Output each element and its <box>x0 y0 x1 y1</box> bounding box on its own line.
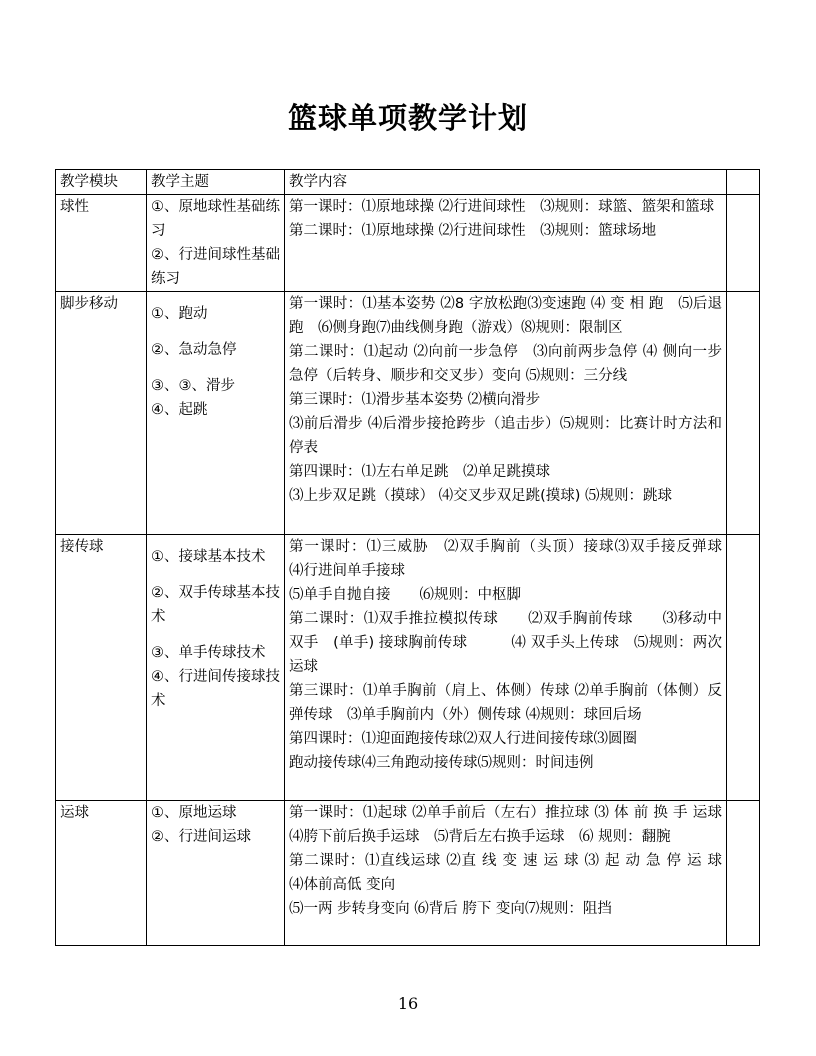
topic-item: ①、原地球性基础练习 <box>151 199 280 239</box>
page-number: 16 <box>397 994 419 1013</box>
topic-item: ④、起跳 <box>151 402 208 418</box>
empty-cell <box>727 535 760 801</box>
lesson-line: ⑸一两 步转身变向 ⑹背后 胯下 变向⑺规则：阻挡 <box>289 901 612 917</box>
topic-item: ①、原地运球 <box>151 805 237 821</box>
topic-item: ②、急动急停 <box>151 342 237 358</box>
content-cell <box>285 801 751 946</box>
lesson-line: 第四课时：⑴迎面跑接传球⑵双人行进间接传球⑶圆圈 <box>289 731 637 747</box>
lesson-line: 第四课时：⑴左右单足跳 ⑵单足跳摸球 <box>289 464 550 480</box>
table-row <box>56 801 760 946</box>
topic-item: ④、行进间传接球技术 <box>151 669 280 709</box>
lesson-line: 第三课时：⑴滑步基本姿势 ⑵横向滑步 <box>289 392 541 408</box>
topic-item: ③、单手传球技术 <box>151 645 266 661</box>
topic-cell <box>147 195 285 292</box>
lesson-line: 第三课时：⑴单手胸前（肩上、体侧）传球 ⑵单手胸前（体侧）反弹传球 ⑶单手胸前内（外）侧传球 ⑷规则：球回后场 <box>289 683 722 723</box>
lesson-line: 第二课时：⑴原地球操 ⑵行进间球性 ⑶规则：篮球场地 <box>289 223 657 239</box>
lesson-line: 第一课时：⑴三威胁 ⑵双手胸前（头顶）接球⑶双手接反弹球 ⑷行进间单手接球 <box>289 539 766 579</box>
table-header-row <box>56 170 760 195</box>
content-cell <box>285 292 727 535</box>
topic-item: ②、行进间球性基础练习 <box>151 247 280 287</box>
lesson-line: ⑶前后滑步 ⑷后滑步接抢跨步（追击步）⑸规则：比赛计时方法和停表 <box>289 416 722 456</box>
lesson-line: 第二课时：⑴双手推拉模拟传球 ⑵双手胸前传球 ⑶移动中双手 (单手) 接球胸前传球 ⑷ 双手头上传球 ⑸规则：两次运球 <box>289 611 722 675</box>
header-topic: 教学主题 <box>147 170 285 195</box>
module-cell: 运球 <box>56 801 147 946</box>
lesson-line: ⑸单手自抛自接 ⑹规则：中枢脚 <box>289 587 521 603</box>
lesson-line: 第一课时：⑴原地球操 ⑵行进间球性 ⑶规则：球篮、篮架和篮球 <box>289 199 715 215</box>
empty-cell <box>727 801 760 946</box>
page-title: 篮球单项教学计划 <box>287 101 528 135</box>
header-content: 教学内容 <box>285 170 727 195</box>
topic-item: ②、行进间运球 <box>151 829 251 845</box>
empty-cell <box>727 195 760 292</box>
table-row <box>56 195 760 292</box>
topic-item: ③、③、滑步 <box>151 378 235 394</box>
lesson-line: 跑动接传球⑷三角跑动接传球⑸规则：时间违例 <box>289 755 594 771</box>
table-row <box>56 292 760 535</box>
content-cell <box>285 535 766 801</box>
lesson-line: 第一课时：⑴基本姿势 ⑵8 字放松跑⑶变速跑 ⑷ 变 相 跑 ⑸后退跑 ⑹侧身跑⑺曲线侧身跑（游戏）⑻规则：限制区 <box>289 296 722 336</box>
lesson-line: 第二课时：⑴直线运球 ⑵直 线 变 速 运 球 ⑶ 起 动 急 停 运 球 ⑷体前高低 变向 <box>289 853 751 893</box>
teaching-plan-table <box>55 169 766 946</box>
lesson-line: 第二课时：⑴起动 ⑵向前一步急停 ⑶向前两步急停 ⑷ 侧向一步急停（后转身、顺步和交叉步）变向 ⑸规则：三分线 <box>289 344 722 384</box>
module-cell: 接传球 <box>56 535 147 801</box>
empty-cell <box>727 292 760 535</box>
topic-cell <box>147 292 285 535</box>
topic-cell <box>147 535 285 801</box>
module-cell: 脚步移动 <box>56 292 147 535</box>
module-cell: 球性 <box>56 195 147 292</box>
content-cell <box>285 195 727 292</box>
topic-cell <box>147 801 285 946</box>
table-row <box>56 535 760 801</box>
header-extra <box>727 170 760 195</box>
lesson-line: ⑶上步双足跳（摸球） ⑷交叉步双足跳(摸球) ⑸规则：跳球 <box>289 488 673 504</box>
topic-item: ①、跑动 <box>151 306 208 322</box>
topic-item: ②、双手传球基本技术 <box>151 585 280 625</box>
header-module: 教学模块 <box>56 170 147 195</box>
lesson-line: 第一课时：⑴起球 ⑵单手前后（左右）推拉球 ⑶ 体 前 换 手 运球 ⑷胯下前后换手运球 ⑸背后左右换手运球 ⑹ 规则：翻腕 <box>289 805 737 845</box>
topic-item: ①、接球基本技术 <box>151 549 266 565</box>
